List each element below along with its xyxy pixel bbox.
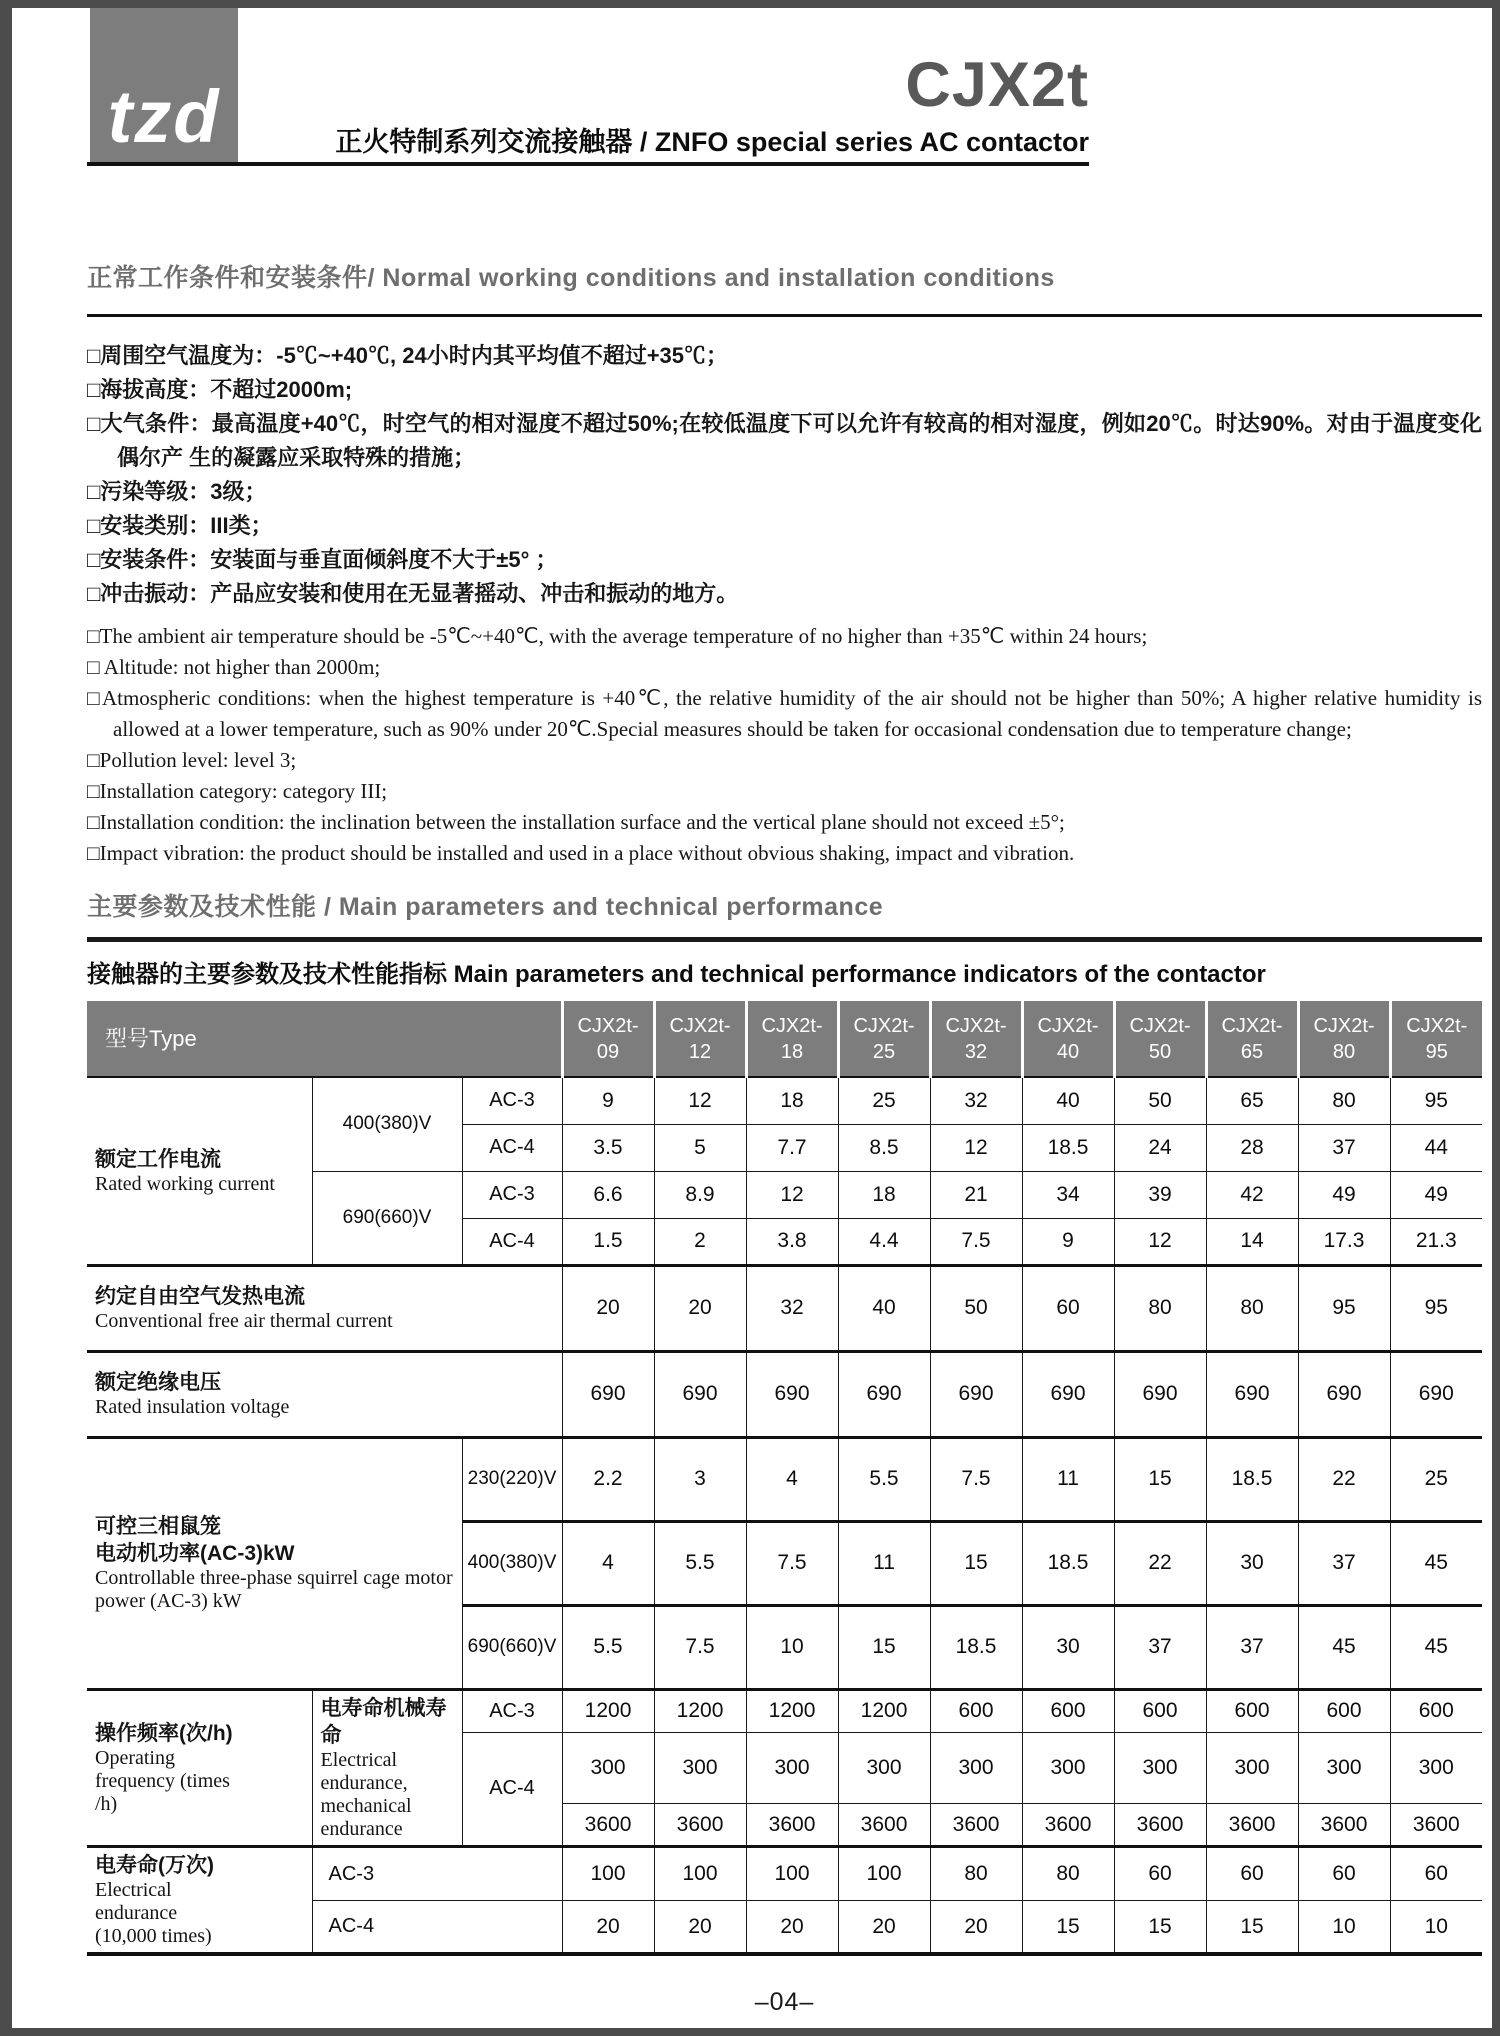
value-cell: 5 [654, 1124, 746, 1171]
row-label-en: Electrical endurance, mechanical endurance [320, 1749, 412, 1841]
brand-logo [90, 8, 238, 162]
voltage-cell-690v: 690(660)V [312, 1171, 462, 1265]
value-cell: 100 [654, 1847, 746, 1901]
value-cell: 22 [1298, 1437, 1390, 1521]
value-cell: 60 [1298, 1847, 1390, 1901]
value-cell: 690 [1022, 1351, 1114, 1437]
value-cell: 15 [930, 1521, 1022, 1605]
conditions-heading: 正常工作条件和安装条件/ Normal working conditions and installation conditions [87, 264, 1055, 292]
parameters-section [87, 887, 1482, 1956]
value-cell: 12 [1114, 1218, 1206, 1265]
conditions-section [87, 258, 1482, 869]
condition-item: □Impact vibration: the product should be installed and used in a place without obvious shaking, impact and vibration. [87, 841, 1075, 865]
value-cell: 49 [1298, 1171, 1390, 1218]
value-cell: 1200 [654, 1689, 746, 1732]
ac-category-cell: AC-4 [462, 1732, 562, 1847]
value-cell: 50 [930, 1265, 1022, 1351]
condition-item: □Installation condition: the inclination between the installation surface and the vertical plane should not exceed ±5°; [87, 810, 1065, 834]
row-label-insulation-voltage [87, 1351, 562, 1437]
value-cell: 80 [1298, 1077, 1390, 1124]
value-cell: 18 [838, 1171, 930, 1218]
value-cell: 95 [1298, 1265, 1390, 1351]
row-label-zh: 额定工作电流 [95, 1147, 221, 1171]
value-cell: 10 [746, 1605, 838, 1689]
conditions-list-en [87, 621, 1482, 869]
value-cell: 20 [930, 1900, 1022, 1954]
value-cell: 24 [1114, 1124, 1206, 1171]
value-cell: 3600 [1114, 1804, 1206, 1847]
value-cell: 1200 [562, 1689, 654, 1732]
value-cell: 7.5 [930, 1218, 1022, 1265]
value-cell: 4 [746, 1437, 838, 1521]
value-cell: 80 [1206, 1265, 1298, 1351]
table-header-row [87, 1001, 1482, 1077]
value-cell: 60 [1022, 1265, 1114, 1351]
value-cell: 21 [930, 1171, 1022, 1218]
value-cell: 300 [562, 1732, 654, 1804]
value-cell: 37 [1298, 1521, 1390, 1605]
double-rule [87, 937, 1482, 942]
value-cell: 49 [1390, 1171, 1482, 1218]
voltage-cell-230v: 230(220)V [462, 1437, 562, 1521]
value-cell: 3600 [1022, 1804, 1114, 1847]
condition-item: □安装条件：安装面与垂直面倾斜度不大于±5° ； [87, 547, 558, 572]
voltage-cell-400v: 400(380)V [462, 1521, 562, 1605]
row-label-en: Operating frequency (times /h) [95, 1746, 230, 1815]
value-cell: 60 [1206, 1847, 1298, 1901]
value-cell: 37 [1206, 1605, 1298, 1689]
value-cell: 8.5 [838, 1124, 930, 1171]
model-header-cell: CJX2t- 32 [930, 1001, 1022, 1077]
value-cell: 18.5 [1022, 1124, 1114, 1171]
value-cell: 18.5 [1206, 1437, 1298, 1521]
value-cell: 80 [1114, 1265, 1206, 1351]
row-label-en: Conventional free air thermal current [95, 1310, 393, 1333]
product-subtitle: 正火特制系列交流接触器 / ZNFO special series AC contactor [335, 127, 1089, 157]
spec-table-title: 接触器的主要参数及技术性能指标 Main parameters and technical performance indicators of the contactor [87, 961, 1266, 988]
value-cell: 32 [746, 1265, 838, 1351]
condition-item: □Installation category: category III; [87, 779, 388, 803]
value-cell: 15 [838, 1605, 930, 1689]
voltage-cell-690v: 690(660)V [462, 1605, 562, 1689]
condition-item: □The ambient air temperature should be -5℃~+40℃, with the average temperature of no higher than +35℃ within 24 hours; [87, 624, 1148, 648]
value-cell: 3600 [1298, 1804, 1390, 1847]
value-cell: 25 [838, 1077, 930, 1124]
row-label-en: Rated working current [95, 1172, 275, 1195]
row-label-zh: 额定绝缘电压 [95, 1370, 221, 1394]
value-cell: 15 [1114, 1900, 1206, 1954]
condition-item: □ Altitude: not higher than 2000m; [87, 655, 381, 679]
value-cell: 2 [654, 1218, 746, 1265]
value-cell: 1200 [746, 1689, 838, 1732]
value-cell: 20 [654, 1900, 746, 1954]
value-cell: 28 [1206, 1124, 1298, 1171]
value-cell: 20 [746, 1900, 838, 1954]
table-row-thermal-current [87, 1265, 1482, 1351]
value-cell: 7.5 [654, 1605, 746, 1689]
value-cell: 60 [1390, 1847, 1482, 1901]
condition-item: □污染等级：3级； [87, 479, 267, 504]
ac-category-cell: AC-3 [462, 1171, 562, 1218]
value-cell: 300 [838, 1732, 930, 1804]
value-cell: 5.5 [562, 1605, 654, 1689]
row-label-thermal-current [87, 1265, 562, 1351]
condition-item: □Atmospheric conditions: when the highest temperature is +40℃, the relative humidity of the air should not be higher than 50%; A higher relative humidity is allowed at a lower temperature, such as 90% under 20℃.Special measures should be taken for occasional condensation due to temperature change; [87, 686, 1482, 741]
value-cell: 600 [1206, 1689, 1298, 1732]
value-cell: 690 [930, 1351, 1022, 1437]
value-cell: 30 [1206, 1521, 1298, 1605]
value-cell: 100 [562, 1847, 654, 1901]
value-cell: 30 [1022, 1605, 1114, 1689]
model-header-cell: CJX2t- 95 [1390, 1001, 1482, 1077]
ac-category-cell: AC-3 [462, 1689, 562, 1732]
value-cell: 100 [838, 1847, 930, 1901]
row-label-rated-working-current [87, 1077, 312, 1265]
row-label-zh: 电寿命机械寿命 [320, 1696, 447, 1747]
value-cell: 5.5 [838, 1437, 930, 1521]
value-cell: 3600 [654, 1804, 746, 1847]
model-header-cell: CJX2t- 40 [1022, 1001, 1114, 1077]
value-cell: 7.7 [746, 1124, 838, 1171]
value-cell: 300 [1114, 1732, 1206, 1804]
ac-category-cell: AC-3 [462, 1077, 562, 1124]
table-row-motor-230 [87, 1437, 1482, 1521]
value-cell: 80 [1022, 1847, 1114, 1901]
parameters-heading: 主要参数及技术性能 / Main parameters and technical performance [87, 893, 884, 921]
page-number: –04– [754, 1988, 815, 2017]
ac-category-cell: AC-4 [462, 1124, 562, 1171]
value-cell: 95 [1390, 1077, 1482, 1124]
value-cell: 50 [1114, 1077, 1206, 1124]
value-cell: 44 [1390, 1124, 1482, 1171]
value-cell: 12 [654, 1077, 746, 1124]
value-cell: 7.5 [746, 1521, 838, 1605]
model-header-cell: CJX2t- 25 [838, 1001, 930, 1077]
value-cell: 690 [1390, 1351, 1482, 1437]
value-cell: 40 [1022, 1077, 1114, 1124]
value-cell: 22 [1114, 1521, 1206, 1605]
value-cell: 690 [562, 1351, 654, 1437]
row-label-zh: 约定自由空气发热电流 [95, 1284, 305, 1308]
row-label-operating-frequency [87, 1689, 312, 1847]
value-cell: 7.5 [930, 1437, 1022, 1521]
ac-category-cell: AC-3 [312, 1847, 562, 1901]
value-cell: 21.3 [1390, 1218, 1482, 1265]
model-header-cell: CJX2t- 50 [1114, 1001, 1206, 1077]
value-cell: 20 [654, 1265, 746, 1351]
value-cell: 8.9 [654, 1171, 746, 1218]
value-cell: 18.5 [1022, 1521, 1114, 1605]
value-cell: 14 [1206, 1218, 1298, 1265]
value-cell: 690 [1114, 1351, 1206, 1437]
value-cell: 1.5 [562, 1218, 654, 1265]
ac-category-cell: AC-4 [312, 1900, 562, 1954]
value-cell: 3600 [1206, 1804, 1298, 1847]
condition-item: □大气条件：最高温度+40℃，时空气的相对湿度不超过50%;在较低温度下可以允许有较高的相对湿度，例如20℃。时达90%。对由于温度变化偶尔产 生的凝露应采取特殊的措施； [87, 411, 1482, 470]
condition-item: □冲击振动：产品应安装和使用在无显著摇动、冲击和振动的地方。 [87, 581, 739, 606]
model-header-cell: CJX2t- 65 [1206, 1001, 1298, 1077]
value-cell: 6.6 [562, 1171, 654, 1218]
row-label-en: Rated insulation voltage [95, 1396, 290, 1419]
value-cell: 37 [1298, 1124, 1390, 1171]
value-cell: 600 [930, 1689, 1022, 1732]
header-title-block [335, 50, 1089, 159]
value-cell: 3600 [1390, 1804, 1482, 1847]
value-cell: 39 [1114, 1171, 1206, 1218]
value-cell: 11 [1022, 1437, 1114, 1521]
value-cell: 300 [1390, 1732, 1482, 1804]
value-cell: 10 [1390, 1900, 1482, 1954]
value-cell: 15 [1114, 1437, 1206, 1521]
row-label-en: Electrical endurance (10,000 times) [95, 1879, 212, 1948]
value-cell: 690 [746, 1351, 838, 1437]
value-cell: 11 [838, 1521, 930, 1605]
condition-item: □安装类别：III类； [87, 513, 273, 538]
value-cell: 100 [746, 1847, 838, 1901]
value-cell: 18 [746, 1077, 838, 1124]
value-cell: 690 [654, 1351, 746, 1437]
value-cell: 300 [1206, 1732, 1298, 1804]
voltage-cell-400v: 400(380)V [312, 1077, 462, 1171]
value-cell: 300 [1298, 1732, 1390, 1804]
table-row-insulation-voltage [87, 1351, 1482, 1437]
value-cell: 3.8 [746, 1218, 838, 1265]
value-cell: 95 [1390, 1265, 1482, 1351]
condition-item: □Pollution level: level 3; [87, 748, 297, 772]
model-header-cell: CJX2t- 09 [562, 1001, 654, 1077]
value-cell: 690 [1298, 1351, 1390, 1437]
conditions-list-zh [87, 339, 1482, 611]
condition-item: □周围空气温度为：-5℃~+40℃, 24小时内其平均值不超过+35℃； [87, 343, 729, 368]
value-cell: 17.3 [1298, 1218, 1390, 1265]
value-cell: 20 [838, 1900, 930, 1954]
value-cell: 65 [1206, 1077, 1298, 1124]
value-cell: 25 [1390, 1437, 1482, 1521]
row-label-electrical-endurance [87, 1847, 312, 1955]
value-cell: 40 [838, 1265, 930, 1351]
value-cell: 20 [562, 1900, 654, 1954]
value-cell: 600 [1298, 1689, 1390, 1732]
model-header-cell: CJX2t- 18 [746, 1001, 838, 1077]
value-cell: 300 [1022, 1732, 1114, 1804]
value-cell: 9 [562, 1077, 654, 1124]
value-cell: 18.5 [930, 1605, 1022, 1689]
value-cell: 690 [1206, 1351, 1298, 1437]
table-row-endurance-ac3 [87, 1847, 1482, 1901]
value-cell: 42 [1206, 1171, 1298, 1218]
row-label-zh-line1: 可控三相鼠笼 [95, 1514, 221, 1538]
value-cell: 15 [1206, 1900, 1298, 1954]
product-title: CJX2t [905, 50, 1089, 120]
row-label-motor-power [87, 1437, 462, 1689]
ac-category-cell: AC-4 [462, 1218, 562, 1265]
page-header [87, 8, 1089, 166]
value-cell: 600 [1114, 1689, 1206, 1732]
value-cell: 34 [1022, 1171, 1114, 1218]
value-cell: 32 [930, 1077, 1022, 1124]
value-cell: 60 [1114, 1847, 1206, 1901]
value-cell: 300 [654, 1732, 746, 1804]
table-row-frequency-ac3 [87, 1689, 1482, 1732]
value-cell: 15 [1022, 1900, 1114, 1954]
value-cell: 2.2 [562, 1437, 654, 1521]
value-cell: 45 [1298, 1605, 1390, 1689]
value-cell: 600 [1022, 1689, 1114, 1732]
value-cell: 12 [930, 1124, 1022, 1171]
value-cell: 45 [1390, 1521, 1482, 1605]
value-cell: 4 [562, 1521, 654, 1605]
row-label-zh: 电寿命(万次) [95, 1854, 214, 1878]
value-cell: 5.5 [654, 1521, 746, 1605]
value-cell: 10 [1298, 1900, 1390, 1954]
condition-item: □海拔高度：不超过2000m; [87, 377, 353, 402]
logo-text: tzd [107, 75, 221, 158]
value-cell: 20 [562, 1265, 654, 1351]
value-cell: 300 [930, 1732, 1022, 1804]
value-cell: 3 [654, 1437, 746, 1521]
value-cell: 3600 [838, 1804, 930, 1847]
row-label-zh-line2: 电动机功率(AC-3)kW [95, 1542, 295, 1565]
row-label-en: Controllable three-phase squirrel cage motor power (AC-3) kW [95, 1567, 453, 1613]
value-cell: 3600 [562, 1804, 654, 1847]
value-cell: 300 [746, 1732, 838, 1804]
value-cell: 3600 [746, 1804, 838, 1847]
row-label-zh: 操作频率(次/h) [95, 1721, 233, 1745]
row-label-endurance-mid [312, 1689, 462, 1847]
value-cell: 3600 [930, 1804, 1022, 1847]
value-cell: 600 [1390, 1689, 1482, 1732]
value-cell: 12 [746, 1171, 838, 1218]
value-cell: 80 [930, 1847, 1022, 1901]
heading-rule [87, 314, 1482, 317]
spec-table [87, 1001, 1482, 1956]
value-cell: 690 [838, 1351, 930, 1437]
value-cell: 4.4 [838, 1218, 930, 1265]
table-row-current-400-ac3 [87, 1077, 1482, 1124]
model-header-cell: CJX2t- 80 [1298, 1001, 1390, 1077]
model-header-cell: CJX2t- 12 [654, 1001, 746, 1077]
value-cell: 1200 [838, 1689, 930, 1732]
type-header-cell: 型号Type [87, 1001, 562, 1077]
value-cell: 3.5 [562, 1124, 654, 1171]
value-cell: 37 [1114, 1605, 1206, 1689]
value-cell: 9 [1022, 1218, 1114, 1265]
value-cell: 45 [1390, 1605, 1482, 1689]
